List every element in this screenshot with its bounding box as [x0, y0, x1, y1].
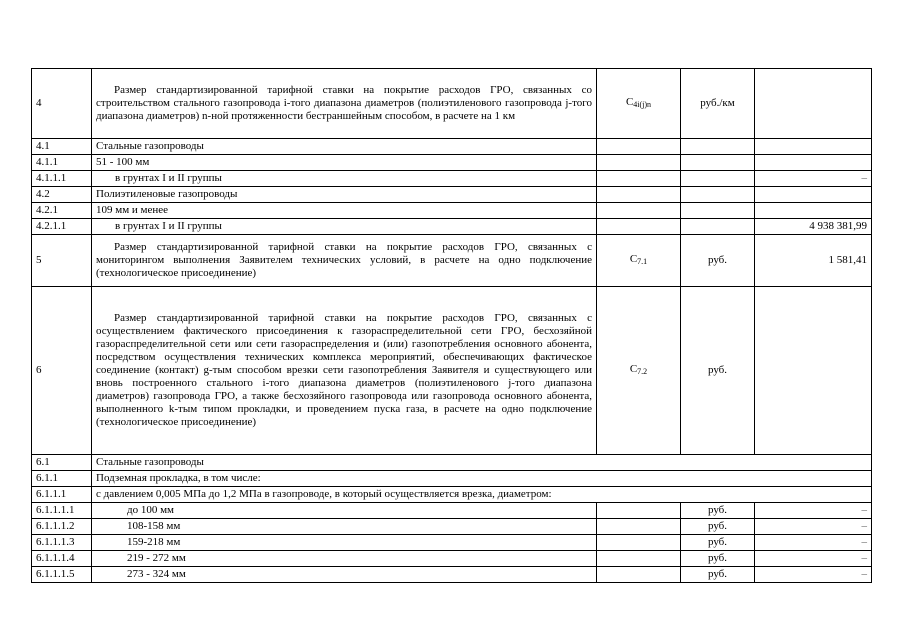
row-number: 6 — [32, 287, 92, 455]
row-description: Полиэтиленовые газопроводы — [92, 187, 597, 203]
row-description: 108-158 мм — [92, 519, 597, 535]
row-number: 6.1 — [32, 455, 92, 471]
row-value — [755, 203, 872, 219]
row-unit — [681, 139, 755, 155]
row-value — [755, 187, 872, 203]
table-row — [32, 455, 872, 471]
row-symbol — [597, 503, 681, 519]
row-value: – — [755, 171, 872, 187]
row-number: 4.2.1.1 — [32, 219, 92, 235]
table-row — [32, 535, 872, 551]
row-description: Стальные газопроводы — [92, 139, 597, 155]
row-description: Размер стандартизированной тарифной ставки на покрытие расходов ГРО, связанных с осуществлением фактического присоединения к газораспределительной сети ГРО, бесхозяйной газораспределительной сети или сети газораспределения и (или) газопотребления основного абонента, посредством осуществления технических комплекса мероприятий, обеспечивающих фактическое соединение (контакт) g-тым способом врезки сети газопотребления Заявителя и существующего или вновь построенного стального i-того диапазона диаметров (полиэтиленового j-того диапазона диаметров) газопровода ГРО, а также бесхозяйного газопровода или газопровода основного абонента, выполненного k-тым типом прокладки, и проведением пуска газа, в расчете на одно подключение (технологическое присоединение) — [92, 287, 597, 455]
table-row — [32, 471, 872, 487]
symbol-subscript: 7.2 — [637, 367, 648, 376]
row-value — [755, 287, 872, 455]
row-value: – — [755, 519, 872, 535]
row-value: 4 938 381,99 — [755, 219, 872, 235]
row-number: 4.2 — [32, 187, 92, 203]
row-unit: руб. — [681, 535, 755, 551]
row-unit: руб. — [681, 551, 755, 567]
row-number: 6.1.1.1.3 — [32, 535, 92, 551]
table-row — [32, 139, 872, 155]
row-description: Подземная прокладка, в том числе: — [92, 471, 872, 487]
row-symbol — [597, 139, 681, 155]
row-description: Размер стандартизированной тарифной ставки на покрытие расходов ГРО, связанных с мониторингом выполнения Заявителем технических условий, в расчете на одно подключение (технологическое присоединение) — [92, 235, 597, 287]
row-description: 51 - 100 мм — [92, 155, 597, 171]
row-description: Размер стандартизированной тарифной ставки на покрытие расходов ГРО, связанных со строительством стального газопровода i-того диапазона диаметров (полиэтиленового газопровода j-того диапазона диаметров) n-ной протяженности бестраншейным способом, в расчете на 1 км — [92, 69, 597, 139]
tariff-table — [31, 68, 872, 583]
table-row — [32, 487, 872, 503]
row-number: 4.1.1 — [32, 155, 92, 171]
row-value — [755, 139, 872, 155]
row-unit: руб./км — [681, 69, 755, 139]
row-symbol — [597, 287, 681, 455]
row-description: до 100 мм — [92, 503, 597, 519]
table-row — [32, 155, 872, 171]
table-row — [32, 551, 872, 567]
row-symbol — [597, 519, 681, 535]
row-symbol — [597, 155, 681, 171]
row-value: 1 581,41 — [755, 235, 872, 287]
row-number: 5 — [32, 235, 92, 287]
row-number: 6.1.1.1.5 — [32, 567, 92, 583]
table-row — [32, 171, 872, 187]
row-unit: руб. — [681, 567, 755, 583]
row-description: в грунтах I и II группы — [92, 171, 597, 187]
symbol-subscript: 7.1 — [637, 257, 648, 266]
row-unit: руб. — [681, 519, 755, 535]
row-symbol — [597, 535, 681, 551]
row-symbol — [597, 551, 681, 567]
row-description: 159-218 мм — [92, 535, 597, 551]
row-description: 109 мм и менее — [92, 203, 597, 219]
row-value: – — [755, 551, 872, 567]
row-value — [755, 69, 872, 139]
row-value — [755, 155, 872, 171]
row-symbol — [597, 235, 681, 287]
row-unit: руб. — [681, 287, 755, 455]
row-unit — [681, 219, 755, 235]
row-description: в грунтах I и II группы — [92, 219, 597, 235]
symbol-subscript: 4i(j)n — [633, 100, 652, 109]
row-number: 6.1.1.1 — [32, 487, 92, 503]
row-symbol — [597, 203, 681, 219]
row-symbol — [597, 219, 681, 235]
symbol-letter: С — [629, 363, 638, 375]
row-unit: руб. — [681, 503, 755, 519]
symbol-letter: С — [629, 253, 638, 265]
table-row — [32, 287, 872, 455]
row-number: 4.2.1 — [32, 203, 92, 219]
row-number: 4.1.1.1 — [32, 171, 92, 187]
row-value: – — [755, 567, 872, 583]
row-symbol — [597, 187, 681, 203]
row-number: 4.1 — [32, 139, 92, 155]
row-value: – — [755, 503, 872, 519]
symbol-letter: С — [625, 96, 634, 108]
row-symbol — [597, 69, 681, 139]
row-number: 4 — [32, 69, 92, 139]
row-number: 6.1.1 — [32, 471, 92, 487]
row-description: с давлением 0,005 МПа до 1,2 МПа в газопроводе, в который осуществляется врезка, диаметром: — [92, 487, 872, 503]
row-number: 6.1.1.1.2 — [32, 519, 92, 535]
row-number: 6.1.1.1.1 — [32, 503, 92, 519]
table-row — [32, 203, 872, 219]
row-unit — [681, 171, 755, 187]
table-row — [32, 567, 872, 583]
table-row — [32, 503, 872, 519]
row-unit: руб. — [681, 235, 755, 287]
row-description: Стальные газопроводы — [92, 455, 872, 471]
row-description: 219 - 272 мм — [92, 551, 597, 567]
row-number: 6.1.1.1.4 — [32, 551, 92, 567]
row-symbol — [597, 171, 681, 187]
row-unit — [681, 187, 755, 203]
table-row — [32, 235, 872, 287]
row-unit — [681, 203, 755, 219]
row-unit — [681, 155, 755, 171]
table-row — [32, 519, 872, 535]
row-value: – — [755, 535, 872, 551]
row-description: 273 - 324 мм — [92, 567, 597, 583]
row-symbol — [597, 567, 681, 583]
table-row — [32, 69, 872, 139]
table-row — [32, 219, 872, 235]
table-row — [32, 187, 872, 203]
